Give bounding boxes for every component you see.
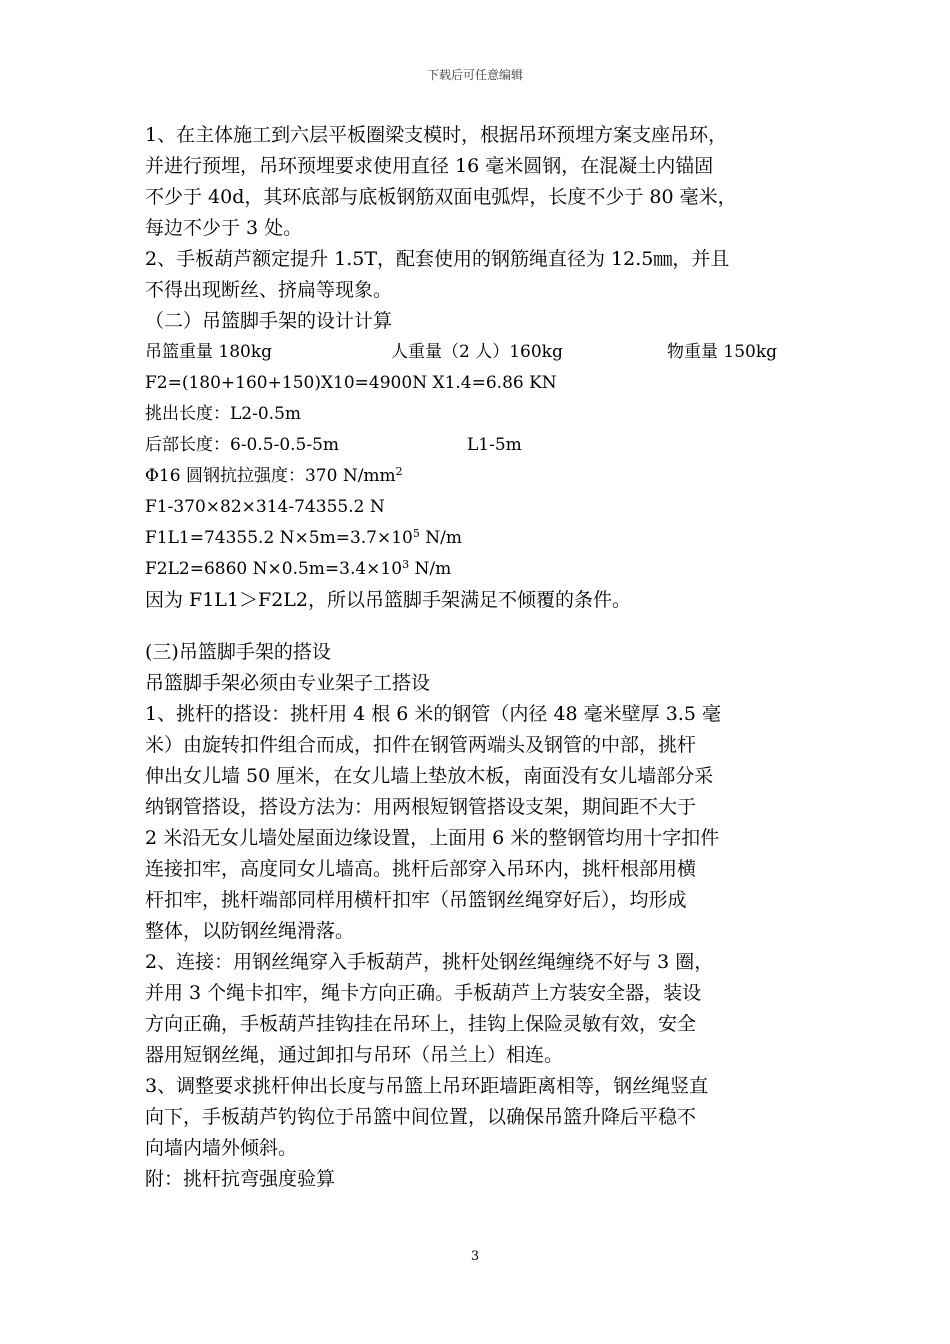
paragraph-line: 方向正确，手板葫芦挂钩挂在吊环上，挂钩上保险灵敏有效，安全 (145, 1013, 697, 1035)
paragraph-line: 并进行预埋，吊环预埋要求使用直径 16 毫米圆钢，在混凝土内锚固 (145, 155, 714, 177)
paragraph-line: 3、调整要求挑杆伸出长度与吊篮上吊环距墙距离相等，钢丝绳竖直 (145, 1075, 709, 1097)
person-weight: 人重量（2 人）160kg (391, 342, 563, 362)
paragraph-line: 1、挑杆的搭设：挑杆用 4 根 6 米的钢管（内径 48 毫米壁厚 3.5 毫 (145, 703, 721, 725)
formula-line: F2=(180+160+150)X10=4900N X1.4=6.86 KN (145, 373, 557, 393)
formula-line: F1-370×82×314-74355.2 N (145, 497, 385, 517)
moment-f2l2: F2L2=6860 N×0.5m=3.4×10 (145, 559, 403, 579)
paragraph-line: 附：挑杆抗弯强度验算 (145, 1168, 336, 1190)
superscript: 5 (412, 527, 420, 540)
paragraph-line: 向下，手板葫芦钓钩位于吊篮中间位置，以确保吊篮升降后平稳不 (145, 1106, 697, 1128)
paragraph-line: 不少于 40d，其环底部与底板钢筋双面电弧焊，长度不少于 80 毫米， (145, 186, 737, 208)
page-header: 下载后可任意编辑 (426, 68, 523, 82)
paragraph-line: 米）由旋转扣件组合而成，扣件在钢管两端头及钢管的中部，挑杆 (145, 734, 697, 756)
paragraph-line: 吊篮脚手架必须由专业架子工搭设 (145, 672, 431, 694)
paragraph-line: 每边不少于 3 处。 (145, 217, 303, 239)
document-body (145, 120, 825, 1195)
formula-line (145, 430, 825, 461)
paragraph-line: 连接扣牢，高度同女儿墙高。挑杆后部穿入吊环内，挑杆根部用横 (145, 858, 697, 880)
paragraph-line: 2、手板葫芦额定提升 1.5T，配套使用的钢筋绳直径为 12.5㎜，并且 (145, 248, 730, 270)
paragraph-line: 2、连接：用钢丝绳穿入手板葫芦，挑杆处钢丝绳缠绕不好与 3 圈， (145, 951, 714, 973)
conclusion-line: 因为 F1L1＞F2L2，所以吊篮脚手架满足不倾覆的条件。 (145, 589, 631, 611)
unit: N/m (409, 559, 452, 579)
paragraph-line: 伸出女儿墙 50 厘米，在女儿墙上垫放木板，南面没有女儿墙部分采 (145, 765, 714, 787)
section-heading: （二）吊篮脚手架的设计计算 (145, 310, 393, 332)
superscript: 3 (402, 558, 410, 571)
weight-line (145, 337, 825, 368)
formula-line: 挑出长度：L2-0.5m (145, 404, 302, 424)
paragraph-line: 并用 3 个绳卡扣牢，绳卡方向正确。手板葫芦上方装安全器，装设 (145, 982, 702, 1004)
formula-line (145, 523, 825, 554)
page-number: 3 (470, 1249, 480, 1264)
paragraph-line: 器用短钢丝绳，通过卸扣与吊环（吊兰上）相连。 (145, 1044, 564, 1066)
tensile-strength: Φ16 圆钢抗拉强度：370 N/mm (145, 466, 396, 486)
paragraph-line: 不得出现断丝、挤扁等现象。 (145, 279, 393, 301)
paragraph-line: 1、在主体施工到六层平板圈梁支模时，根据吊环预埋方案支座吊环， (145, 124, 728, 146)
superscript: 2 (395, 465, 403, 478)
paragraph-line: 向墙内墙外倾斜。 (145, 1137, 298, 1159)
paragraph-line: 整体，以防钢丝绳滑落。 (145, 920, 355, 942)
formula-line (145, 554, 825, 585)
l1-length: L1-5m (467, 435, 522, 455)
moment-f1l1: F1L1=74355.2 N×5m=3.7×10 (145, 528, 413, 548)
paragraph-line: 杆扣牢，挑杆端部同样用横杆扣牢（吊篮钢丝绳穿好后），均形成 (145, 889, 687, 911)
formula-line (145, 461, 825, 492)
material-weight: 物重量 150kg (667, 342, 778, 362)
basket-weight: 吊篮重量 180kg (145, 342, 273, 362)
section-heading: (三)吊篮脚手架的搭设 (145, 641, 331, 663)
paragraph-line: 2 米沿无女儿墙处屋面边缘设置，上面用 6 米的整钢管均用十字扣件 (145, 827, 720, 849)
paragraph-line: 纳钢管搭设，搭设方法为：用两根短钢管搭设支架，期间距不大于 (145, 796, 697, 818)
unit: N/m (419, 528, 463, 548)
rear-length: 后部长度：6-0.5-0.5-5m (145, 435, 340, 455)
blank-line (145, 616, 825, 637)
